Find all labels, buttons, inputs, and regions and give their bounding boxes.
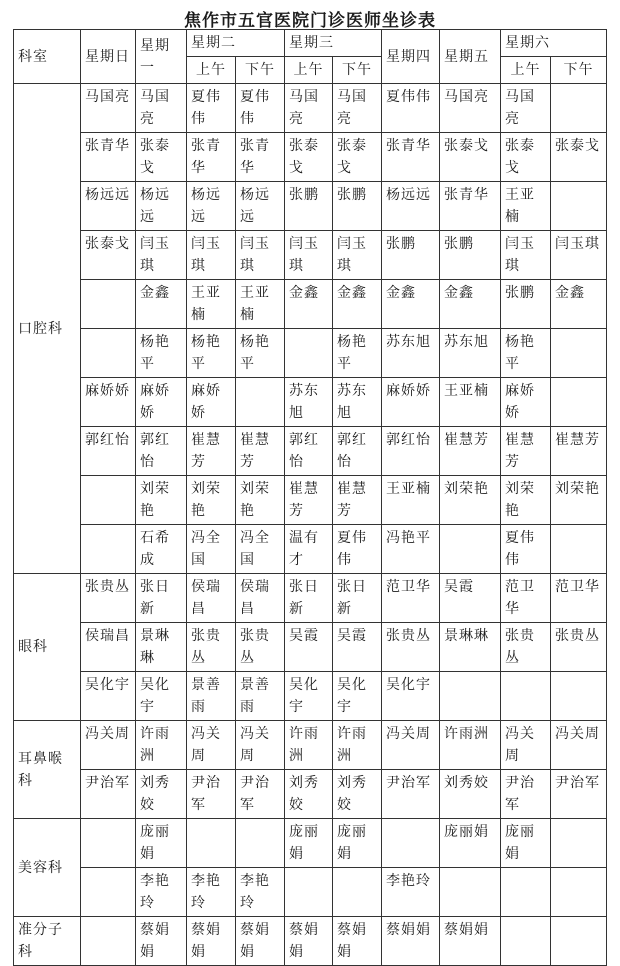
department-name: 眼科 <box>14 574 81 721</box>
doctor-cell: 蔡娟娟 <box>285 917 333 966</box>
doctor-cell: 张泰戈 <box>440 133 501 182</box>
header-tuesday: 星期二 <box>187 30 285 57</box>
doctor-cell: 崔慧芳 <box>551 427 607 476</box>
doctor-cell: 蔡娟娟 <box>187 917 236 966</box>
doctor-cell: 尹治军 <box>187 770 236 819</box>
doctor-cell: 尹治军 <box>236 770 285 819</box>
doctor-cell <box>551 182 607 231</box>
doctor-cell <box>236 378 285 427</box>
doctor-cell: 蔡娟娟 <box>236 917 285 966</box>
table-row <box>14 329 607 378</box>
doctor-cell: 许雨洲 <box>333 721 382 770</box>
doctor-cell: 杨远远 <box>236 182 285 231</box>
doctor-cell <box>440 672 501 721</box>
doctor-cell: 郭红怡 <box>382 427 440 476</box>
doctor-cell <box>551 378 607 427</box>
doctor-cell: 杨远远 <box>136 182 187 231</box>
doctor-cell: 马国亮 <box>285 84 333 133</box>
header-sat-pm: 下午 <box>551 57 607 84</box>
table-row <box>14 182 607 231</box>
doctor-cell: 尹治军 <box>551 770 607 819</box>
doctor-cell: 张青华 <box>236 133 285 182</box>
doctor-cell: 刘荣艳 <box>187 476 236 525</box>
header-friday: 星期五 <box>440 30 501 84</box>
doctor-cell: 夏伟伟 <box>501 525 551 574</box>
doctor-cell: 张贵丛 <box>187 623 236 672</box>
doctor-cell: 刘荣艳 <box>440 476 501 525</box>
doctor-cell: 许雨洲 <box>440 721 501 770</box>
doctor-cell <box>551 672 607 721</box>
doctor-cell: 景善雨 <box>236 672 285 721</box>
doctor-cell: 范卫华 <box>382 574 440 623</box>
doctor-cell <box>551 917 607 966</box>
doctor-cell: 杨艳平 <box>136 329 187 378</box>
doctor-cell: 冯关周 <box>501 721 551 770</box>
doctor-cell: 张青华 <box>81 133 136 182</box>
doctor-cell: 夏伟伟 <box>333 525 382 574</box>
doctor-cell: 杨远远 <box>382 182 440 231</box>
doctor-cell: 崔慧芳 <box>440 427 501 476</box>
doctor-cell: 张青华 <box>382 133 440 182</box>
schedule-body <box>14 84 607 966</box>
header-wednesday: 星期三 <box>285 30 382 57</box>
doctor-cell: 李艳玲 <box>382 868 440 917</box>
doctor-cell: 景琳琳 <box>136 623 187 672</box>
table-row <box>14 574 607 623</box>
doctor-cell: 吴化宇 <box>136 672 187 721</box>
doctor-cell: 张泰戈 <box>501 133 551 182</box>
doctor-cell: 金鑫 <box>333 280 382 329</box>
doctor-cell <box>551 819 607 868</box>
doctor-cell: 庞丽娟 <box>440 819 501 868</box>
header-sat-am: 上午 <box>501 57 551 84</box>
doctor-cell: 郭红怡 <box>136 427 187 476</box>
doctor-cell: 张鹏 <box>440 231 501 280</box>
doctor-cell: 吴化宇 <box>285 672 333 721</box>
doctor-cell: 麻娇娇 <box>136 378 187 427</box>
doctor-cell: 苏东旭 <box>440 329 501 378</box>
doctor-cell: 侯瑞昌 <box>187 574 236 623</box>
doctor-cell: 李艳玲 <box>236 868 285 917</box>
page-title: 焦作市五官医院门诊医师坐诊表 <box>184 11 436 31</box>
doctor-cell: 金鑫 <box>551 280 607 329</box>
doctor-cell: 苏东旭 <box>285 378 333 427</box>
doctor-cell: 金鑫 <box>382 280 440 329</box>
doctor-cell: 张泰戈 <box>81 231 136 280</box>
department-name: 口腔科 <box>14 84 81 574</box>
table-row <box>14 378 607 427</box>
table-row <box>14 133 607 182</box>
doctor-cell: 蔡娟娟 <box>333 917 382 966</box>
department-name: 美容科 <box>14 819 81 917</box>
table-row <box>14 525 607 574</box>
doctor-cell: 张青华 <box>187 133 236 182</box>
doctor-cell: 刘荣艳 <box>136 476 187 525</box>
doctor-cell: 侯瑞昌 <box>236 574 285 623</box>
doctor-cell: 杨艳平 <box>187 329 236 378</box>
doctor-cell: 金鑫 <box>136 280 187 329</box>
doctor-cell: 庞丽娟 <box>333 819 382 868</box>
header-row <box>14 30 607 57</box>
doctor-cell <box>81 280 136 329</box>
doctor-cell: 刘秀姣 <box>136 770 187 819</box>
doctor-cell: 冯关周 <box>187 721 236 770</box>
doctor-cell: 蔡娟娟 <box>382 917 440 966</box>
doctor-cell: 闫玉琪 <box>236 231 285 280</box>
header-tue-pm: 下午 <box>236 57 285 84</box>
doctor-cell: 夏伟伟 <box>236 84 285 133</box>
doctor-cell <box>440 868 501 917</box>
doctor-cell: 刘荣艳 <box>236 476 285 525</box>
doctor-cell: 石希成 <box>136 525 187 574</box>
doctor-cell <box>501 868 551 917</box>
doctor-cell <box>440 525 501 574</box>
doctor-cell: 王亚楠 <box>187 280 236 329</box>
doctor-cell: 麻娇娇 <box>501 378 551 427</box>
doctor-cell: 郭红怡 <box>333 427 382 476</box>
doctor-cell: 张鹏 <box>382 231 440 280</box>
doctor-cell: 夏伟伟 <box>382 84 440 133</box>
doctor-cell: 麻娇娇 <box>382 378 440 427</box>
doctor-cell: 张鹏 <box>333 182 382 231</box>
doctor-cell: 吴化宇 <box>382 672 440 721</box>
header-tue-am: 上午 <box>187 57 236 84</box>
doctor-cell: 张贵丛 <box>501 623 551 672</box>
schedule-table <box>13 29 607 966</box>
doctor-cell: 郭红怡 <box>285 427 333 476</box>
doctor-cell: 王亚楠 <box>440 378 501 427</box>
header-wed-pm: 下午 <box>333 57 382 84</box>
doctor-cell: 王亚楠 <box>382 476 440 525</box>
doctor-cell: 马国亮 <box>501 84 551 133</box>
doctor-cell: 崔慧芳 <box>187 427 236 476</box>
doctor-cell: 郭红怡 <box>81 427 136 476</box>
doctor-cell: 闫玉琪 <box>136 231 187 280</box>
doctor-cell <box>551 868 607 917</box>
header-sunday: 星期日 <box>81 30 136 84</box>
table-row <box>14 672 607 721</box>
doctor-cell: 闫玉琪 <box>285 231 333 280</box>
doctor-cell: 刘荣艳 <box>501 476 551 525</box>
doctor-cell: 刘秀姣 <box>333 770 382 819</box>
table-row <box>14 770 607 819</box>
doctor-cell: 吴化宇 <box>81 672 136 721</box>
doctor-cell: 崔慧芳 <box>333 476 382 525</box>
doctor-cell: 金鑫 <box>440 280 501 329</box>
doctor-cell: 张日新 <box>136 574 187 623</box>
doctor-cell: 冯关周 <box>81 721 136 770</box>
doctor-cell: 蔡娟娟 <box>440 917 501 966</box>
doctor-cell: 马国亮 <box>440 84 501 133</box>
header-saturday: 星期六 <box>501 30 607 57</box>
doctor-cell: 尹治军 <box>81 770 136 819</box>
doctor-cell: 冯关周 <box>236 721 285 770</box>
doctor-cell <box>551 84 607 133</box>
doctor-cell: 张泰戈 <box>333 133 382 182</box>
doctor-cell: 庞丽娟 <box>501 819 551 868</box>
doctor-cell: 闫玉琪 <box>551 231 607 280</box>
doctor-cell <box>81 819 136 868</box>
doctor-cell: 马国亮 <box>136 84 187 133</box>
doctor-cell: 温有才 <box>285 525 333 574</box>
table-row <box>14 231 607 280</box>
doctor-cell: 冯全国 <box>187 525 236 574</box>
doctor-cell: 庞丽娟 <box>285 819 333 868</box>
doctor-cell <box>285 868 333 917</box>
doctor-cell: 刘秀姣 <box>440 770 501 819</box>
doctor-cell: 吴霞 <box>333 623 382 672</box>
doctor-cell: 景琳琳 <box>440 623 501 672</box>
doctor-cell: 麻娇娇 <box>81 378 136 427</box>
doctor-cell: 吴霞 <box>285 623 333 672</box>
doctor-cell: 马国亮 <box>81 84 136 133</box>
doctor-cell: 崔慧芳 <box>285 476 333 525</box>
doctor-cell: 麻娇娇 <box>187 378 236 427</box>
doctor-cell <box>285 329 333 378</box>
table-row <box>14 819 607 868</box>
header-thursday: 星期四 <box>382 30 440 84</box>
table-row <box>14 280 607 329</box>
doctor-cell: 王亚楠 <box>501 182 551 231</box>
doctor-cell: 张贵丛 <box>382 623 440 672</box>
doctor-cell: 刘荣艳 <box>551 476 607 525</box>
doctor-cell: 许雨洲 <box>285 721 333 770</box>
doctor-cell <box>236 819 285 868</box>
doctor-cell: 张贵丛 <box>551 623 607 672</box>
doctor-cell: 李艳玲 <box>187 868 236 917</box>
doctor-cell <box>501 917 551 966</box>
doctor-cell: 夏伟伟 <box>187 84 236 133</box>
doctor-cell: 杨远远 <box>81 182 136 231</box>
doctor-cell: 冯全国 <box>236 525 285 574</box>
department-name: 耳鼻喉科 <box>14 721 81 819</box>
doctor-cell: 冯关周 <box>551 721 607 770</box>
doctor-cell <box>551 525 607 574</box>
doctor-cell: 张贵丛 <box>81 574 136 623</box>
doctor-cell: 庞丽娟 <box>136 819 187 868</box>
doctor-cell: 苏东旭 <box>382 329 440 378</box>
doctor-cell: 侯瑞昌 <box>81 623 136 672</box>
table-row <box>14 721 607 770</box>
header-monday: 星期一 <box>136 30 187 84</box>
doctor-cell: 吴霞 <box>440 574 501 623</box>
doctor-cell: 吴化宇 <box>333 672 382 721</box>
doctor-cell: 张泰戈 <box>551 133 607 182</box>
doctor-cell <box>81 329 136 378</box>
doctor-cell <box>501 672 551 721</box>
table-row <box>14 427 607 476</box>
doctor-cell: 金鑫 <box>285 280 333 329</box>
table-row <box>14 623 607 672</box>
doctor-cell <box>382 819 440 868</box>
doctor-cell: 许雨洲 <box>136 721 187 770</box>
doctor-cell <box>81 868 136 917</box>
doctor-cell: 闫玉琪 <box>501 231 551 280</box>
table-row <box>14 868 607 917</box>
doctor-cell: 范卫华 <box>551 574 607 623</box>
doctor-cell: 苏东旭 <box>333 378 382 427</box>
doctor-cell: 张泰戈 <box>285 133 333 182</box>
doctor-cell <box>81 917 136 966</box>
doctor-cell: 冯关周 <box>382 721 440 770</box>
doctor-cell <box>551 329 607 378</box>
doctor-cell: 张鹏 <box>285 182 333 231</box>
doctor-cell: 闫玉琪 <box>333 231 382 280</box>
header-wed-am: 上午 <box>285 57 333 84</box>
doctor-cell: 蔡娟娟 <box>136 917 187 966</box>
doctor-cell: 崔慧芳 <box>236 427 285 476</box>
doctor-cell: 杨远远 <box>187 182 236 231</box>
doctor-cell <box>187 819 236 868</box>
doctor-cell: 崔慧芳 <box>501 427 551 476</box>
doctor-cell: 冯艳平 <box>382 525 440 574</box>
table-row <box>14 476 607 525</box>
department-name: 准分子科 <box>14 917 81 966</box>
doctor-cell: 张泰戈 <box>136 133 187 182</box>
doctor-cell: 杨艳平 <box>501 329 551 378</box>
doctor-cell: 刘秀姣 <box>285 770 333 819</box>
header-dept: 科室 <box>14 30 81 84</box>
doctor-cell: 杨艳平 <box>333 329 382 378</box>
doctor-cell <box>81 476 136 525</box>
doctor-cell: 尹治军 <box>382 770 440 819</box>
doctor-cell: 景善雨 <box>187 672 236 721</box>
doctor-cell: 尹治军 <box>501 770 551 819</box>
doctor-cell: 闫玉琪 <box>187 231 236 280</box>
doctor-cell: 张日新 <box>285 574 333 623</box>
doctor-cell: 张鹏 <box>501 280 551 329</box>
doctor-cell: 张贵丛 <box>236 623 285 672</box>
doctor-cell: 马国亮 <box>333 84 382 133</box>
doctor-cell: 范卫华 <box>501 574 551 623</box>
doctor-cell: 杨艳平 <box>236 329 285 378</box>
doctor-cell <box>81 525 136 574</box>
doctor-cell <box>333 868 382 917</box>
doctor-cell: 李艳玲 <box>136 868 187 917</box>
doctor-cell: 张青华 <box>440 182 501 231</box>
table-row <box>14 917 607 966</box>
doctor-cell: 王亚楠 <box>236 280 285 329</box>
table-row <box>14 84 607 133</box>
doctor-cell: 张日新 <box>333 574 382 623</box>
